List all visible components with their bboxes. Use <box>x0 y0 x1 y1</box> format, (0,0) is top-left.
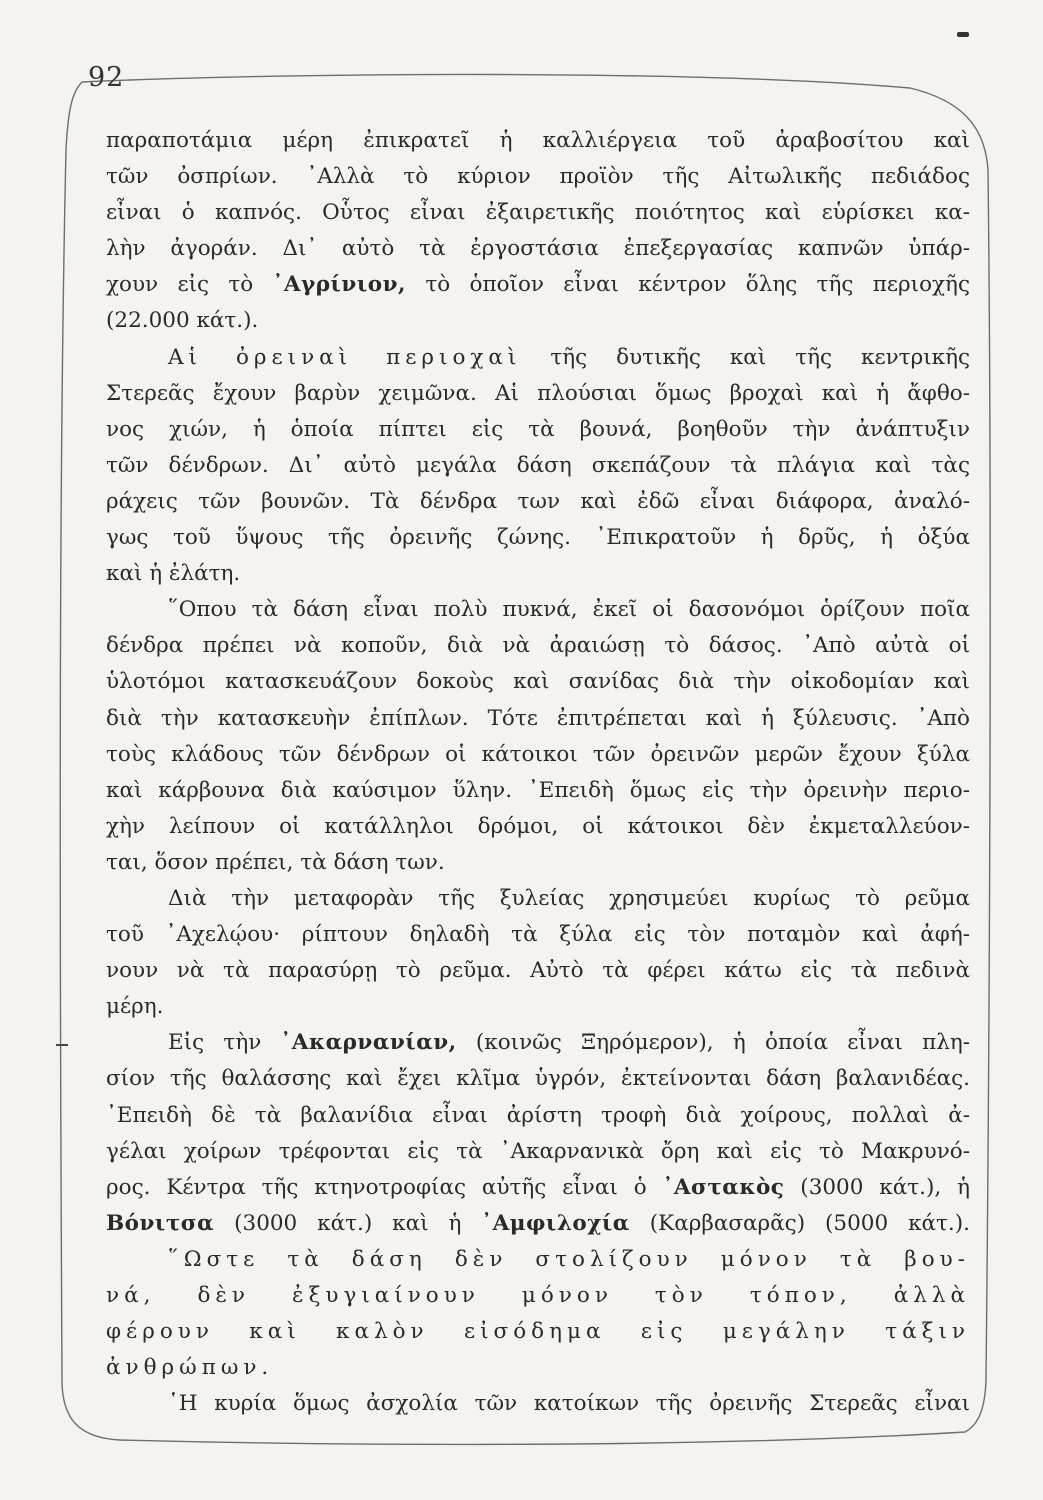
text-segment: χὴν λείπουν οἱ κατάλληλοι δρόμοι, οἱ κάτοικοι δὲν ἐκμεταλλεύον- <box>106 813 970 839</box>
text-segment: τοὺς κλάδους τῶν δένδρων οἱ κάτοικοι τῶν ὀρεινῶν μερῶν ἔχουν ξύλα <box>106 741 970 767</box>
text-segment: Αἱ ὀρειναὶ περιοχαὶ <box>168 344 522 370</box>
text-segment: Διὰ τὴν μεταφορὰν τῆς ξυλείας χρησιμεύει κυρίως τὸ ρεῦμα <box>168 885 970 911</box>
place-name: ᾿Αγρίνιον, <box>272 272 406 298</box>
text-body <box>106 123 970 1422</box>
text-segment: τὸ ὁποῖον εἶναι κέντρον ὅλης τῆς περιοχῆς <box>405 272 970 298</box>
text-segment: ὑλοτόμοι κατασκευάζουν δοκοὺς καὶ σανίδας διὰ τὴν οἰκοδομίαν καὶ <box>106 669 970 695</box>
text-segment: ρος. Κέντρα τῆς κτηνοτροφίας αὐτῆς εἶναι ὁ <box>106 1174 663 1200</box>
text-segment: Στερεᾶς ἔχουν βαρὺν χειμῶνα. Αἱ πλούσιαι ὅμως βροχαὶ καὶ ἡ ἄφθο- <box>106 380 970 406</box>
text-line <box>106 1170 970 1206</box>
text-segment: φέρουν καὶ καλὸν εἰσόδημα εἰς μεγάλην τάξιν <box>106 1319 970 1345</box>
text-segment: μέρη. <box>106 994 164 1020</box>
text-line <box>106 592 970 628</box>
margin-dash <box>56 1044 68 1046</box>
text-segment: (3000 κάτ.), ἡ <box>784 1174 970 1200</box>
place-name: ᾿Ακαρνανίαν, <box>280 1030 457 1056</box>
text-segment: καὶ κάρβουνα διὰ καύσιμον ὕλην. ᾿Επειδὴ ὅμως εἰς τὴν ὀρεινὴν περιο- <box>106 777 970 803</box>
text-segment: ῾Η κυρία ὅμως ἀσχολία τῶν κατοίκων τῆς ὀρεινῆς Στερεᾶς εἶναι <box>168 1391 970 1417</box>
text-line <box>106 340 970 376</box>
place-name: Βόνιτσα <box>106 1210 215 1236</box>
text-line <box>106 448 970 484</box>
text-line <box>106 1134 970 1170</box>
text-segment: Εἰς τὴν <box>168 1030 281 1056</box>
text-line <box>106 953 970 989</box>
text-segment: γέλαι χοίρων τρέφονται εἰς τὰ ᾿Ακαρνανικὰ ὄρη καὶ εἰς τὸ Μακρυνό- <box>106 1138 970 1164</box>
text-segment: (κοινῶς Ξηρόμερον), ἡ ὁποία εἶναι πλη- <box>456 1030 970 1056</box>
text-line <box>106 881 970 917</box>
text-segment: ται, ὅσον πρέπει, τὰ δάση των. <box>106 849 445 875</box>
text-line <box>106 159 970 195</box>
text-segment: χουν εἰς τὸ <box>106 272 273 298</box>
text-line <box>106 917 970 953</box>
ink-mark <box>957 32 969 37</box>
text-line <box>106 195 970 231</box>
text-segment: τῶν ὀσπρίων. ᾿Αλλὰ τὸ κύριον προϊὸν τῆς Αἰτωλικῆς πεδιάδος <box>106 164 970 190</box>
text-line <box>106 1242 970 1278</box>
text-segment: νά, δὲν ἐξυγιαίνουν μόνον τὸν τόπον, ἀλλὰ <box>106 1283 970 1308</box>
text-line <box>106 1350 970 1386</box>
text-line <box>106 809 970 845</box>
text-segment: νουν νὰ τὰ παρασύρῃ τὸ ρεῦμα. Αὐτὸ τὰ φέρει κάτω εἰς τὰ πεδινὰ <box>106 958 970 984</box>
text-line <box>106 628 970 664</box>
text-line <box>106 1278 970 1314</box>
place-name: ᾿Αμφιλοχία <box>481 1210 630 1236</box>
text-line <box>106 1314 970 1350</box>
text-line <box>106 1206 970 1242</box>
text-segment: διὰ τὴν κατασκευὴν ἐπίπλων. Τότε ἐπιτρέπεται καὶ ἡ ξύλευσις. ᾿Απὸ <box>106 705 970 731</box>
text-line <box>106 556 970 592</box>
text-line <box>106 267 970 303</box>
text-line <box>106 484 970 520</box>
text-segment: ῞Οπου τὰ δάση εἶναι πολὺ πυκνά, ἐκεῖ οἱ δασονόμοι ὁρίζουν ποῖα <box>168 597 970 623</box>
text-line <box>106 231 970 267</box>
text-line <box>106 664 970 700</box>
text-line <box>106 520 970 556</box>
text-line <box>106 1061 970 1097</box>
text-segment: λὴν ἀγοράν. Δι᾿ αὐτὸ τὰ ἐργοστάσια ἐπεξεργασίας καπνῶν ὑπάρ- <box>106 236 970 262</box>
text-segment: ῞Ωστε τὰ δάση δὲν στολίζουν μόνον τὰ βου- <box>168 1246 970 1272</box>
text-segment: (3000 κάτ.) καὶ ἡ <box>214 1210 482 1236</box>
place-name: ᾿Αστακὸς <box>662 1174 785 1200</box>
text-line <box>106 1386 970 1422</box>
text-line <box>106 773 970 809</box>
text-segment: καὶ ἡ ἐλάτη. <box>106 561 241 587</box>
text-line <box>106 737 970 773</box>
text-segment: (22.000 κάτ.). <box>106 308 259 334</box>
text-segment: γως τοῦ ὕψους τῆς ὀρεινῆς ζώνης. ᾿Επικρατοῦν ἡ δρῦς, ἡ ὀξύα <box>106 525 970 551</box>
text-segment: τοῦ ᾿Αχελῴου· ρίπτουν δηλαδὴ τὰ ξύλα εἰς τὸν ποταμὸν καὶ ἀφή- <box>106 922 970 948</box>
text-line <box>106 701 970 737</box>
text-segment: παραποτάμια μέρη ἐπικρατεῖ ἡ καλλιέργεια τοῦ ἀραβοσίτου καὶ <box>106 128 970 153</box>
text-line <box>106 303 970 339</box>
text-segment: (Καρβασαρᾶς) (5000 κάτ.). <box>629 1210 970 1236</box>
text-line <box>106 123 970 159</box>
text-line <box>106 1098 970 1134</box>
text-line <box>106 412 970 448</box>
text-segment: ράχεις τῶν βουνῶν. Τὰ δένδρα των καὶ ἐδῶ εἶναι διάφορα, ἀναλό- <box>106 488 970 514</box>
text-line <box>106 376 970 412</box>
text-segment: ἀνθρώπων. <box>106 1355 274 1381</box>
text-line <box>106 845 970 881</box>
text-segment: τῆς δυτικῆς καὶ τῆς κεντρικῆς <box>521 344 970 370</box>
text-segment: ᾿Επειδὴ δὲ τὰ βαλανίδια εἶναι ἀρίστη τροφὴ διὰ χοίρους, πολλαὶ ἀ- <box>106 1102 970 1128</box>
text-segment: τῶν δένδρων. Δι᾿ αὐτὸ μεγάλα δάση σκεπάζουν τὰ πλάγια καὶ τὰς <box>106 452 970 478</box>
text-segment: δένδρα πρέπει νὰ κοποῦν, διὰ νὰ ἀραιώσῃ τὸ δάσος. ᾿Απὸ αὐτὰ οἱ <box>106 633 970 659</box>
text-line <box>106 1025 970 1061</box>
text-line <box>106 989 970 1025</box>
text-segment: σίον τῆς θαλάσσης καὶ ἔχει κλῖμα ὑγρόν, ἐκτείνονται δάση βαλανιδέας. <box>106 1066 970 1092</box>
text-segment: νος χιών, ἡ ὁποία πίπτει εἰς τὰ βουνά, βοηθοῦν τὴν ἀνάπτυξιν <box>106 416 970 442</box>
page-number: 92 <box>88 62 125 93</box>
text-segment: εἶναι ὁ καπνός. Οὗτος εἶναι ἐξαιρετικῆς ποιότητος καὶ εὑρίσκει κα- <box>106 200 970 226</box>
